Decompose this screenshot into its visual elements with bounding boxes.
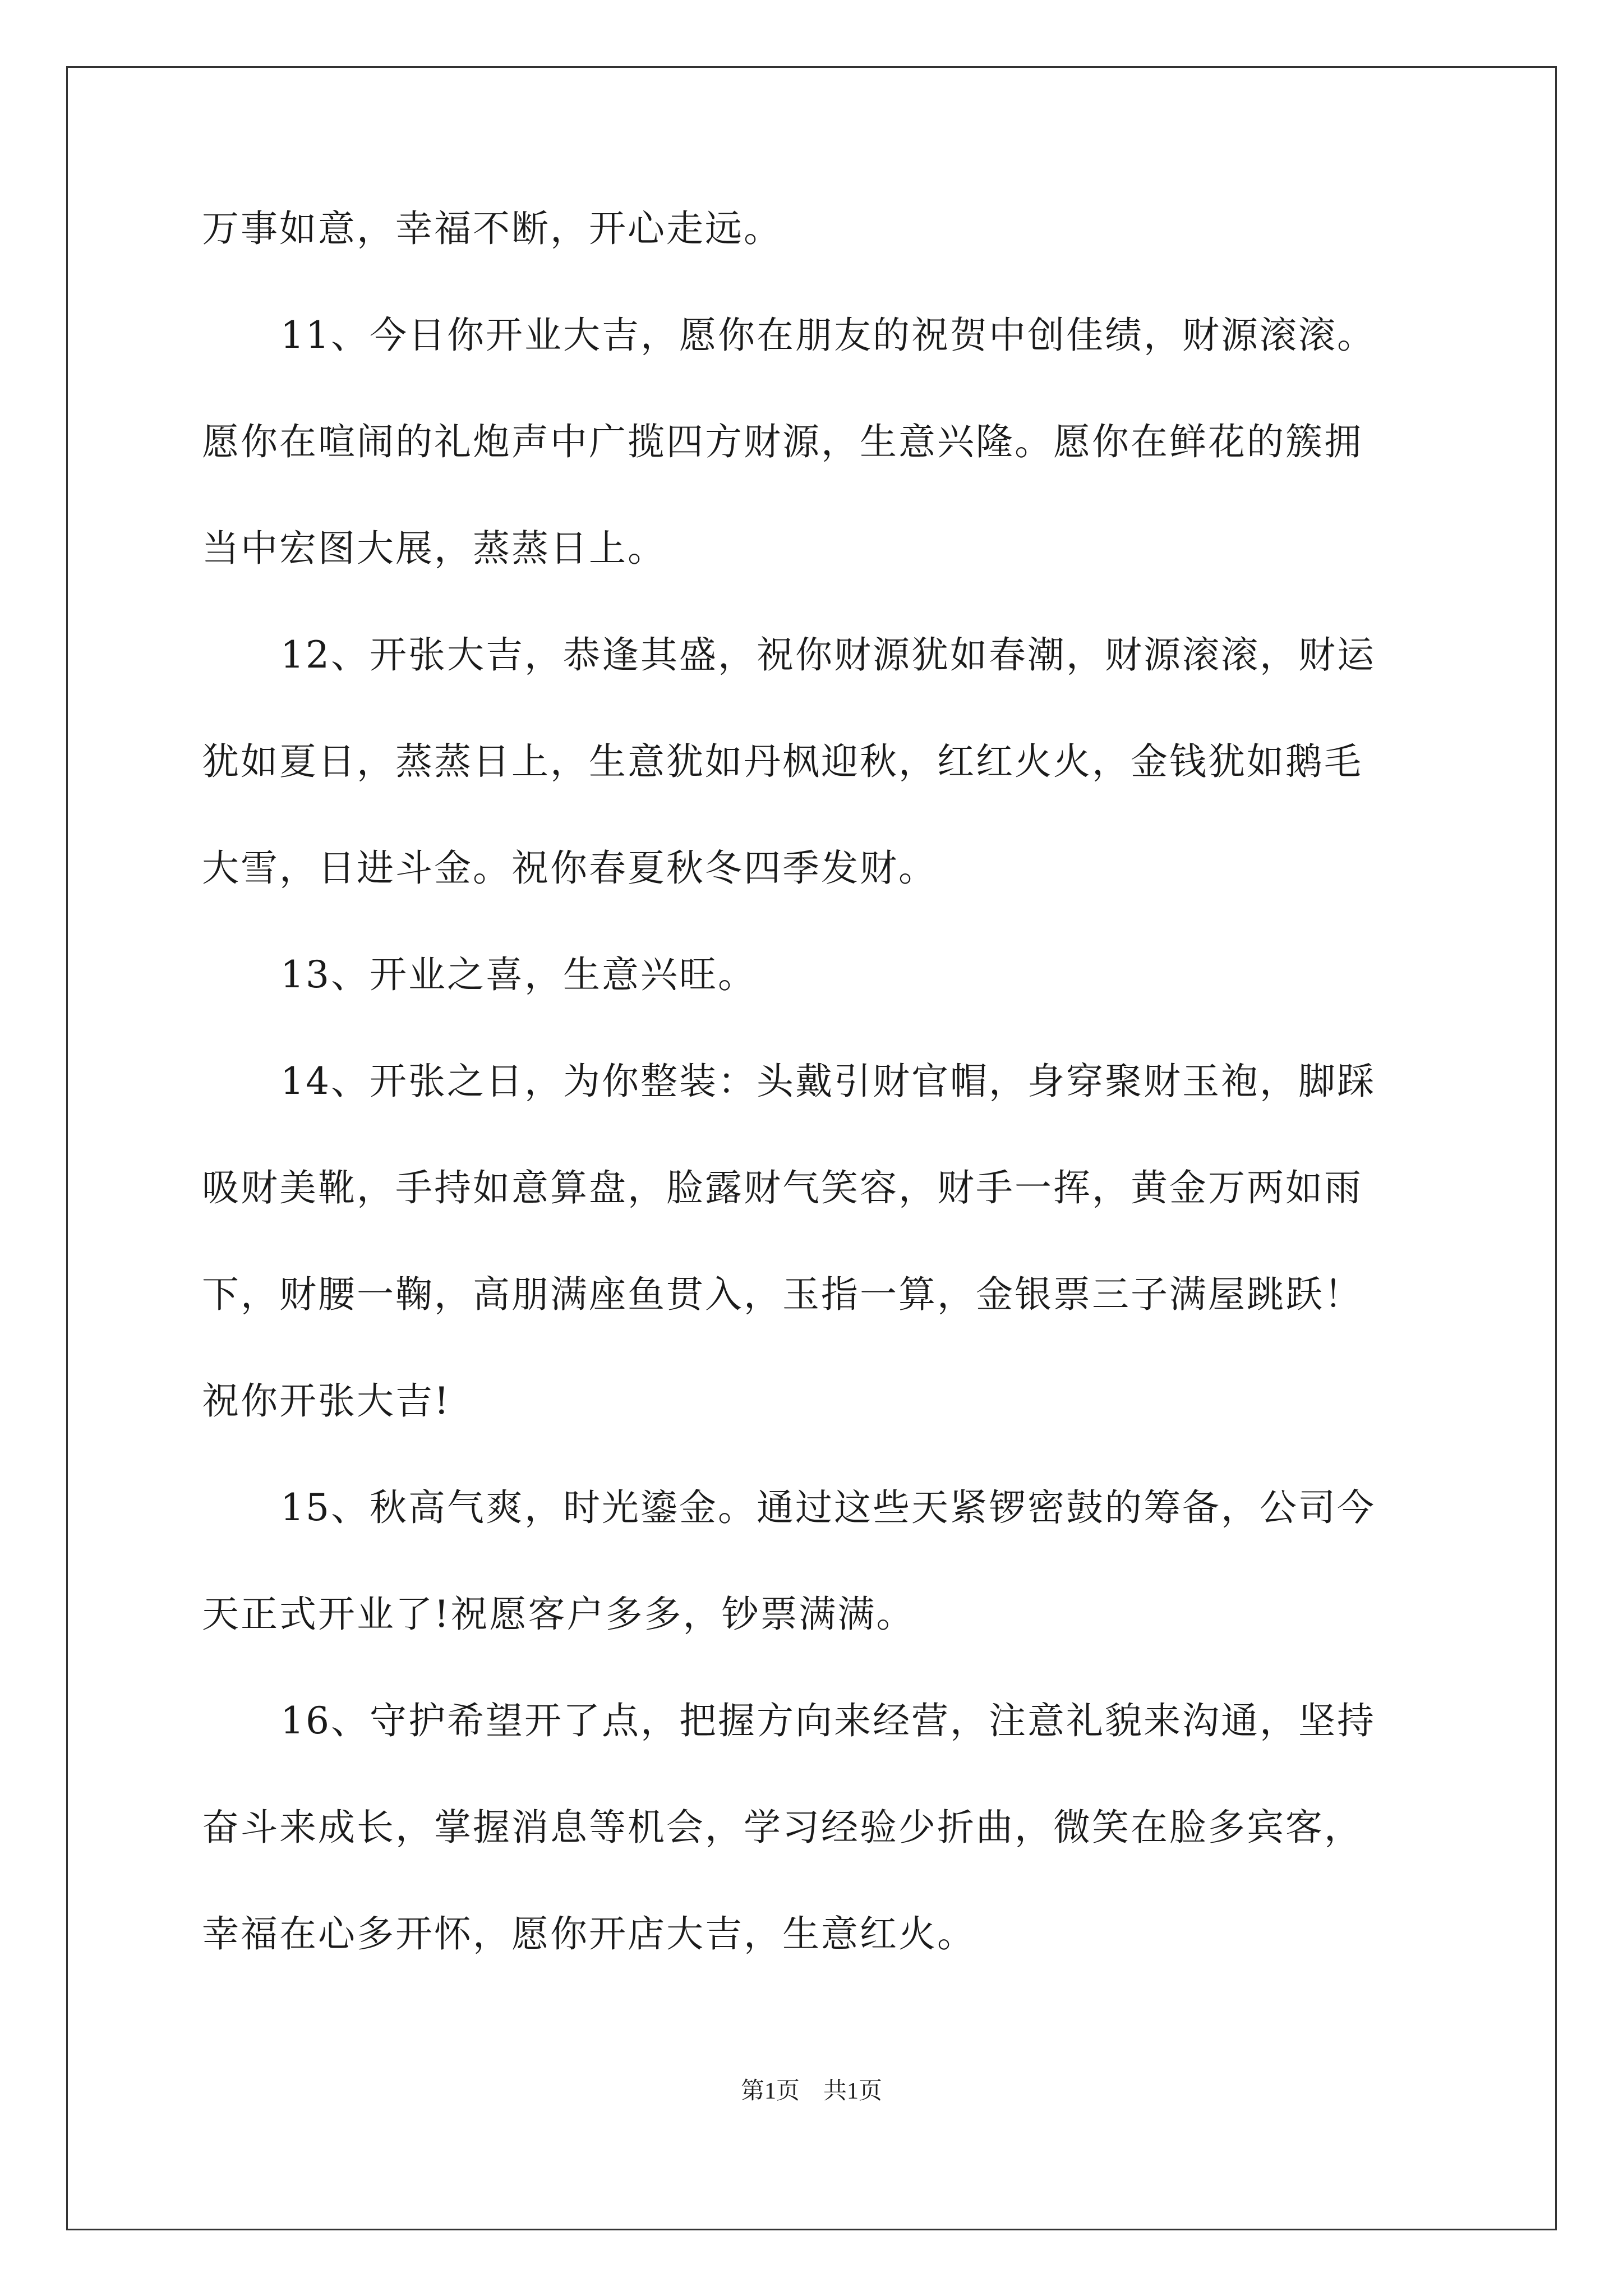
text-line: 13、开业之喜，生意兴旺。 — [280, 953, 757, 996]
text-line: 11、今日你开业大吉，愿你在朋友的祝贺中创佳绩，财源滚滚。 — [280, 314, 1376, 357]
text-line: 幸福在心多开怀，愿你开店大吉，生意红火。 — [202, 1912, 976, 1955]
text-line: 万事如意，幸福不断，开心走远。 — [202, 207, 782, 250]
text-line: 天正式开业了!祝愿客户多多，钞票满满。 — [202, 1593, 915, 1636]
text-line: 14、开张之日，为你整装：头戴引财官帽，身穿聚财玉袍，脚踩 — [280, 1060, 1376, 1103]
text-line: 奋斗来成长，掌握消息等机会，学习经验少折曲，微笑在脸多宾客， — [202, 1806, 1363, 1849]
page-frame — [66, 66, 1557, 2230]
text-line: 吸财美靴，手持如意算盘，脸露财气笑容，财手一挥，黄金万两如雨 — [202, 1166, 1363, 1209]
text-line: 当中宏图大展，蒸蒸日上。 — [202, 527, 666, 570]
text-line: 15、秋高气爽，时光鎏金。通过这些天紧锣密鼓的筹备，公司今 — [280, 1486, 1376, 1529]
text-line: 祝你开张大吉! — [202, 1379, 451, 1423]
text-line: 犹如夏日，蒸蒸日上，生意犹如丹枫迎秋，红红火火，金钱犹如鹅毛 — [202, 740, 1363, 783]
text-line: 愿你在喧闹的礼炮声中广揽四方财源，生意兴隆。愿你在鲜花的簇拥 — [202, 420, 1363, 463]
page-number: 第1页 共1页 — [740, 2078, 882, 2104]
text-line: 12、开张大吉，恭逢其盛，祝你财源犹如春潮，财源滚滚，财运 — [280, 633, 1376, 677]
text-line: 下，财腰一鞠，高朋满座鱼贯入，玉指一算，金银票三子满屋跳跃！ — [202, 1273, 1363, 1316]
text-line: 16、守护希望开了点，把握方向来经营，注意礼貌来沟通，坚持 — [280, 1699, 1376, 1742]
text-line: 大雪，日进斗金。祝你春夏秋冬四季发财。 — [202, 846, 937, 890]
